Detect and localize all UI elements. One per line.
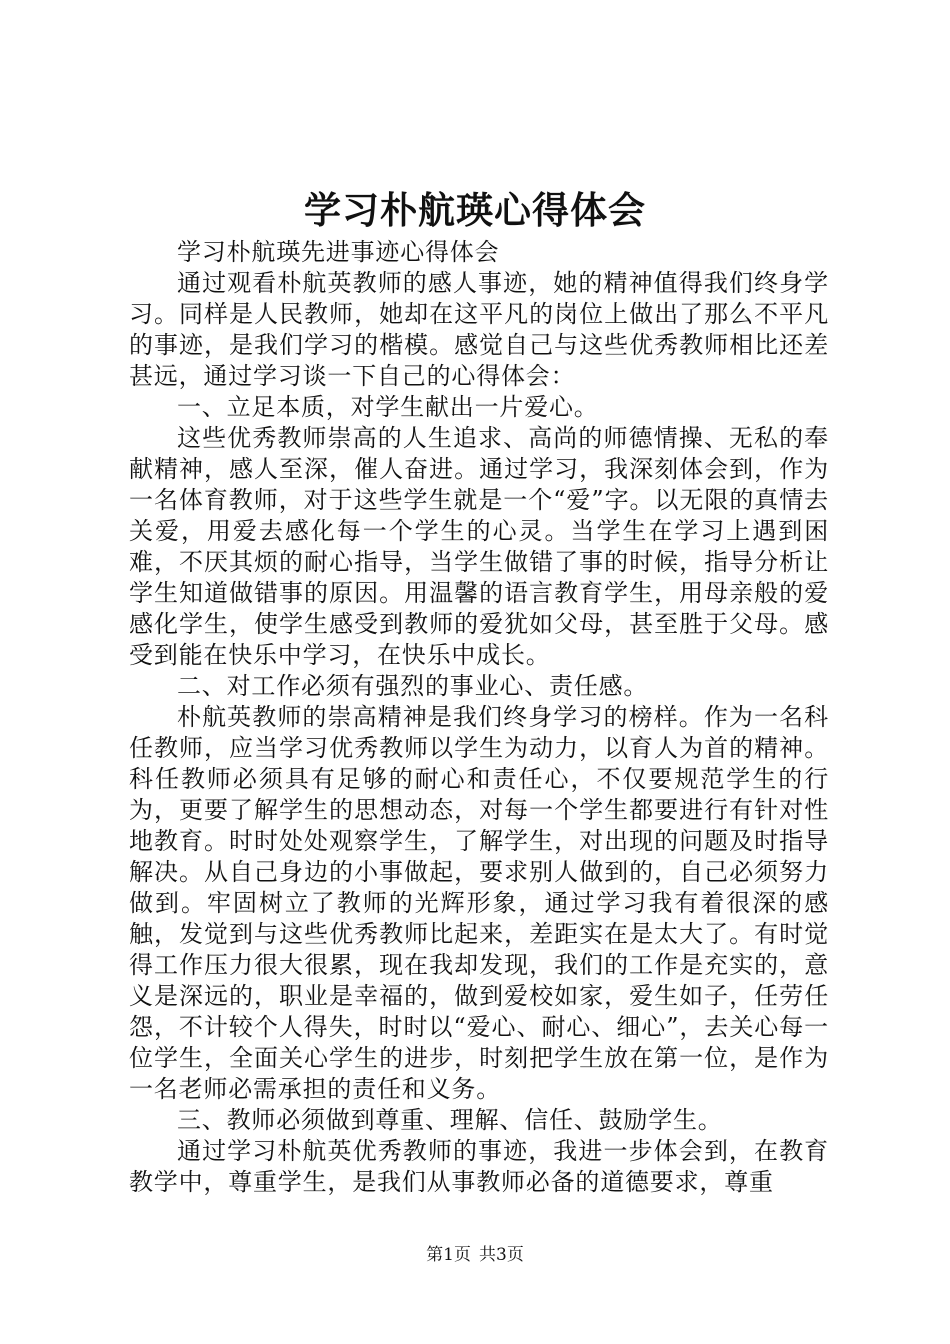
section-heading-3: 三、教师必须做到尊重、理解、信任、鼓励学生。 [177, 1106, 723, 1134]
page-total: 共3页 [479, 1245, 524, 1265]
intro-paragraph: 通过观看朴航英教师的感人事迹，她的精神值得我们终身学习。同样是人民教师，她却在这平凡的岗位上做出了那么不平凡的事迹，是我们学习的楷模。感觉自己与这些优秀教师相比还差甚远，通过学习谈一下自己的心得体会： [129, 269, 829, 390]
section-heading-1: 一、立足本质，对学生献出一片爱心。 [177, 393, 599, 421]
page-footer [0, 1244, 950, 1266]
document-title: 学习朴航瑛心得体会 [304, 188, 646, 232]
section-paragraph-3: 通过学习朴航英优秀教师的事迹，我进一步体会到，在教育教学中，尊重学生，是我们从事教师必备的道德要求，尊重 [129, 1137, 829, 1196]
document-body [129, 237, 829, 1198]
section-paragraph-2: 朴航英教师的崇高精神是我们终身学习的榜样。作为一名科任教师，应当学习优秀教师以学生为动力，以育人为首的精神。科任教师必须具有足够的耐心和责任心，不仅要规范学生的行为，更要了解学生的思想动态，对每一个学生都要进行有针对性地教育。时时处处观察学生，了解学生，对出现的问题及时指导解决。从自己身边的小事做起，要求别人做到的，自己必须努力做到。牢固树立了教师的光辉形象，通过学习我有着很深的感触，发觉到与这些优秀教师比起来，差距实在是太大了。有时觉得工作压力很大很累，现在我却发现，我们的工作是充实的，意义是深远的，职业是幸福的，做到爱校如家，爱生如子，任劳任怨，不计较个人得失，时时以“爱心、耐心、细心”，去关心每一位学生，全面关心学生的进步，时刻把学生放在第一位，是作为一名老师必需承担的责任和义务。 [129, 703, 829, 1103]
section-heading-2: 二、对工作必须有强烈的事业心、责任感。 [177, 672, 649, 700]
page-number: 第1页 [426, 1245, 471, 1265]
section-paragraph-1: 这些优秀教师崇高的人生追求、高尚的师德情操、无私的奉献精神，感人至深，催人奋进。通过学习，我深刻体会到，作为一名体育教师，对于这些学生就是一个“爱”字。以无限的真情去关爱，用爱去感化每一个学生的心灵。当学生在学习上遇到困难，不厌其烦的耐心指导，当学生做错了事的时候，指导分析让学生知道做错事的原因。用温馨的语言教育学生，用母亲般的爱感化学生，使学生感受到教师的爱犹如父母，甚至胜于父母。感受到能在快乐中学习，在快乐中成长。 [129, 424, 829, 669]
subtitle-paragraph: 学习朴航瑛先进事迹心得体会 [177, 238, 500, 266]
